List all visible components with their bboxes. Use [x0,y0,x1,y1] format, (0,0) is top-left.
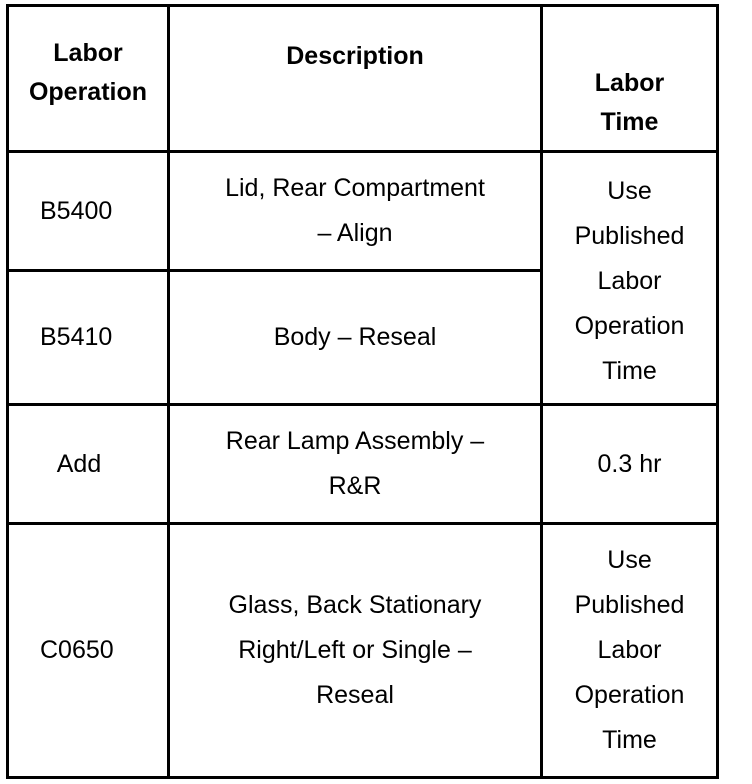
header-labor-time: Labor Time [594,69,665,136]
row-2-description: Body – Reseal [273,323,437,351]
row-1-description: Lid, Rear Compartment – Align [225,174,485,247]
header-labor-operation: Labor Operation [28,39,148,106]
header-description: Description [286,41,424,70]
table-border-top [6,4,719,7]
table-border-bottom [6,776,719,779]
rows-1-2-labor-time: Use Published Labor Operation Time [574,176,685,385]
row-3-operation: Add [56,449,102,478]
row-3-description: Rear Lamp Assembly – R&R [225,427,485,500]
row-4-description: Glass, Back Stationary Right/Left or Single – Reseal [228,591,482,709]
row-3-labor-time: 0.3 hr [597,449,662,478]
row-4-labor-time: Use Published Labor Operation Time [574,546,685,754]
table-border-right [716,4,719,779]
labor-operations-table [6,4,719,779]
row-1-operation: B5400 [40,196,113,225]
row-4-operation: C0650 [40,636,114,664]
row-2-operation: B5410 [40,323,113,351]
